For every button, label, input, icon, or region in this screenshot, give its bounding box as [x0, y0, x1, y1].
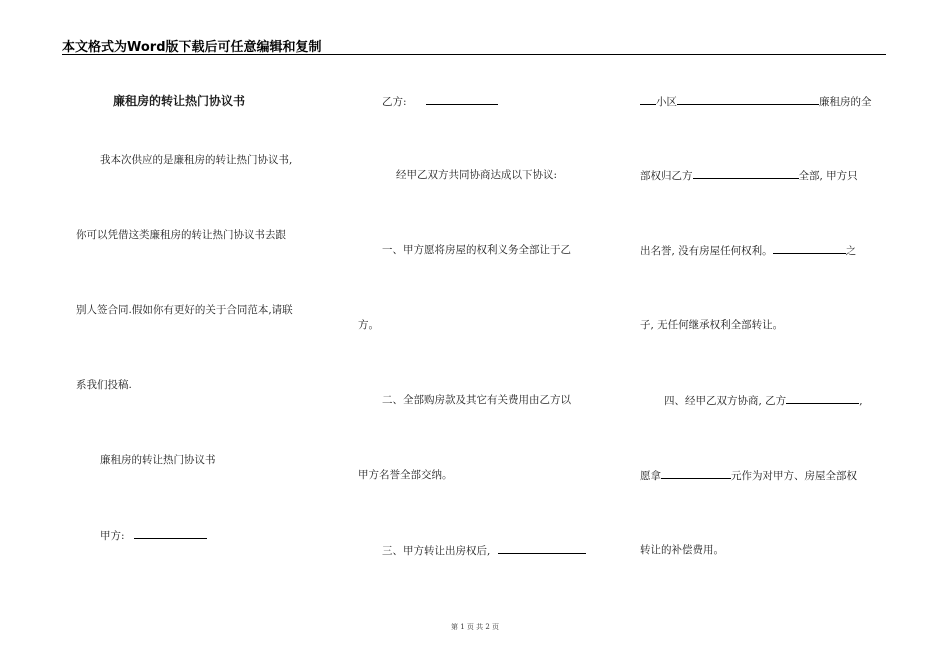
clause-4-line-3: 转让的补偿费用。: [640, 544, 724, 556]
no-rights-blank: [773, 243, 846, 254]
party-a-line: [100, 528, 207, 543]
clause-3-blank: [498, 543, 586, 554]
clause-3-text: 三、甲方转让出房权后,: [382, 545, 491, 557]
page-number: 第 1 页 共 2 页: [450, 623, 500, 631]
column-3-line-2: [640, 168, 858, 183]
clause-1-line-1: 一、甲方愿将房屋的权利义务全部让于乙: [382, 244, 571, 256]
clause-2-line-2: 甲方名誉全部交纳。: [358, 469, 453, 481]
party-b-blank: [426, 94, 498, 105]
clause-2-line-1: 二、全部购房款及其它有关费用由乙方以: [382, 394, 571, 406]
rights-text: 部权归乙方: [640, 170, 693, 182]
party-a-blank: [134, 528, 207, 539]
clause-4-text: 四、经甲乙双方协商, 乙方: [664, 395, 787, 407]
clause-4-line-1: [664, 393, 863, 408]
header-title: 本文格式为Word版下载后可任意编辑和复制: [62, 40, 322, 55]
compensation-text: 愿拿: [640, 470, 661, 482]
intro-line-2: 你可以凭借这类廉租房的转让热门协议书去跟: [76, 229, 286, 241]
clause-4-line-2: [640, 468, 857, 483]
district-name-blank: [677, 94, 819, 105]
compensation-text-2: 元作为对甲方、房屋全部权: [731, 470, 857, 482]
intro-line-1: 我本次供应的是廉租房的转让热门协议书,: [100, 154, 293, 166]
party-b-label: 乙方:: [382, 96, 407, 108]
column-3-line-4: 子, 无任何继承权利全部转让。: [640, 319, 784, 331]
compensation-blank: [661, 468, 731, 479]
column-3-line-3: [640, 243, 856, 258]
agreement-intro: 经甲乙双方共同协商达成以下协议:: [396, 169, 558, 181]
clause-1-line-2: 方。: [358, 319, 379, 331]
rights-blank: [693, 168, 799, 179]
document-title: 廉租房的转让热门协议书: [100, 454, 216, 466]
clause-4-comma: ,: [859, 395, 863, 407]
party-a-label: 甲方:: [100, 530, 125, 542]
intro-line-4: 系我们投稿.: [76, 379, 132, 391]
clause-3-line-1: [382, 543, 586, 558]
party-b-line: [382, 94, 498, 109]
clause-4-blank: [786, 393, 859, 404]
district-blank: [640, 94, 656, 105]
no-rights-text: 出名誉, 没有房屋任何权利。: [640, 245, 773, 257]
article-title: 廉租房的转让热门协议书: [113, 94, 246, 108]
intro-line-3: 别人签合同.假如你有更好的关于合同范本,请联: [76, 304, 293, 316]
rights-text-2: 全部, 甲方只: [798, 170, 858, 182]
column-3-line-1: [640, 94, 872, 109]
district-text: 小区: [656, 96, 677, 108]
no-rights-text-2: 之: [845, 245, 857, 257]
page-header: [62, 36, 886, 55]
housing-text: 廉租房的全: [819, 96, 872, 108]
